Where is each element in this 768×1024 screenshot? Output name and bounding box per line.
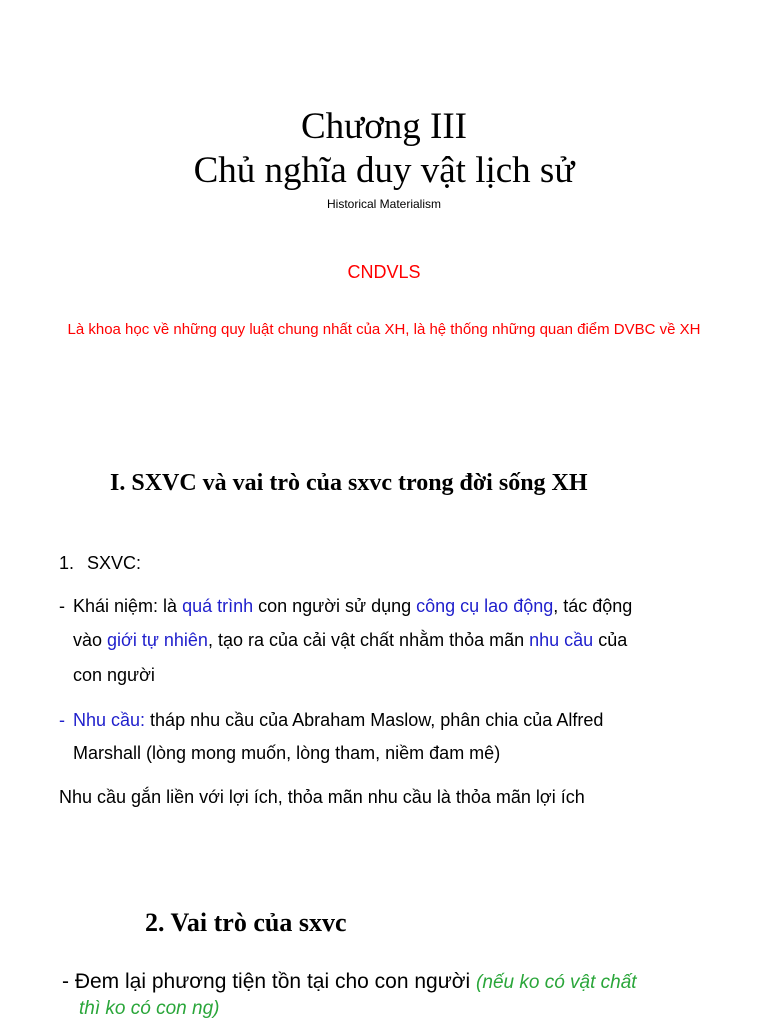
chapter-title: Chương III (300, 106, 467, 147)
bullet-dash: - (59, 710, 65, 730)
concept-text: , tạo ra của cải vật chất nhằm thỏa mãn (207, 630, 530, 650)
keyword-tools: công cụ lao động (416, 596, 554, 616)
concept-lead: Khái niệm: là (73, 596, 183, 616)
concept-text: vào (73, 630, 108, 650)
definition: Là khoa học về những quy luật chung nhất của XH, là hệ thống những quan điểm DVBC về XH (67, 321, 701, 338)
section-1-heading: I. SXVC và vai trò của sxvc trong đời sống XH (110, 470, 588, 496)
keyword-process: quá trình (182, 596, 254, 616)
concept-line-3: con người (73, 665, 155, 685)
item-label: SXVC: (87, 553, 142, 573)
item-number: 1. (59, 553, 75, 573)
keyword-nature: giới tự nhiên (107, 630, 208, 650)
needs-text: tháp nhu cầu của Abraham Maslow, phân chia của Alfred (145, 710, 604, 730)
role-item-text: - Đem lại phương tiện tồn tại cho con người (62, 970, 477, 993)
concept-text: của (593, 630, 628, 650)
keyword-needs: nhu cầu (529, 630, 594, 650)
section-2-heading: 2. Vai trò của sxvc (145, 908, 347, 937)
needs-line-1 (73, 703, 603, 737)
concept-line-1 (73, 589, 632, 623)
abbreviation: CNDVLS (347, 262, 421, 282)
bullet-dash: - (59, 596, 65, 616)
needs-interest-note: Nhu cầu gắn liền với lợi ích, thỏa mãn nhu cầu là thỏa mãn lợi ích (59, 787, 585, 807)
list-item-1 (59, 546, 141, 580)
concept-line-2 (73, 623, 627, 657)
keyword-needs-label: Nhu cầu: (73, 710, 146, 730)
role-item-aside: (nếu ko có vật chất (476, 972, 637, 993)
needs-line-2: Marshall (lòng mong muốn, lòng tham, niềm đam mê) (73, 743, 501, 763)
role-item-line-1 (62, 970, 637, 994)
role-item-aside-line-2: thì ko có con ng) (79, 998, 220, 1019)
concept-text: con người sử dụng (253, 596, 417, 616)
concept-text: , tác động (553, 596, 633, 616)
english-subtitle: Historical Materialism (326, 197, 442, 211)
chapter-subject: Chủ nghĩa duy vật lịch sử (193, 150, 575, 191)
